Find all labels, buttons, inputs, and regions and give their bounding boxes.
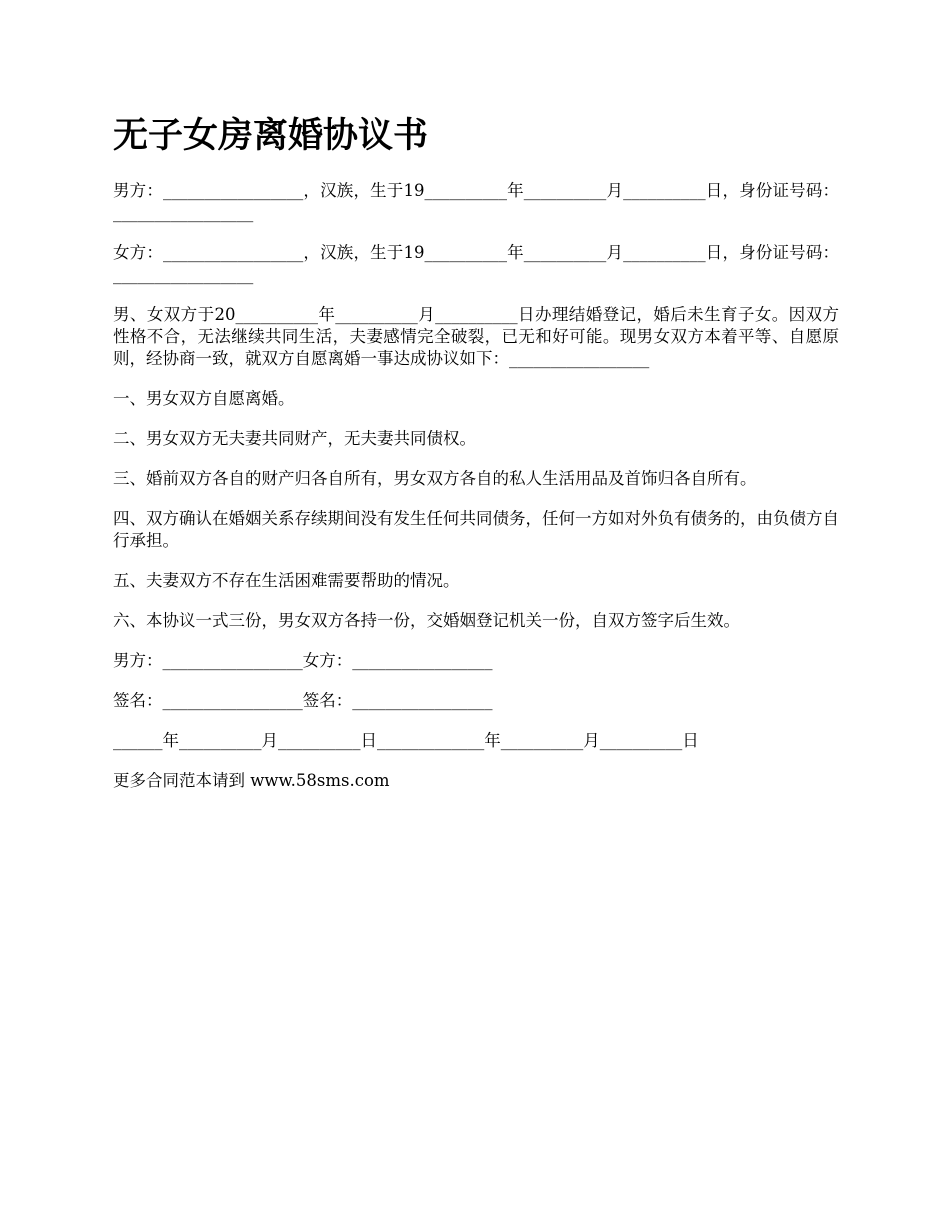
document-page (113, 112, 839, 810)
clause-3: 三、婚前双方各自的财产归各自所有，男女双方各自的私人生活用品及首饰归各自所有。 (113, 469, 757, 488)
clause-4: 四、双方确认在婚姻关系存续期间没有发生任何共同债务，任何一方如对外负有债务的，由负债方自行承担。 (113, 509, 839, 550)
document-title: 无子女房离婚协议书 (113, 116, 429, 156)
clause-2: 二、男女双方无夫妻共同财产，无夫妻共同债权。 (113, 429, 476, 448)
marriage-statement: 男、女双方于20__________年__________月__________日办理结婚登记，婚后未生育子女。因双方性格不合，无法继续共同生活，夫妻感情完全破裂，已无和好可能。现男女双方本着平等、自愿原则，经协商一致，就双方自愿离婚一事达成协议如下：_________________ (113, 305, 839, 368)
clause-5: 五、夫妻双方不存在生活困难需要帮助的情况。 (113, 571, 460, 590)
clause-6: 六、本协议一式三份，男女双方各持一份，交婚姻登记机关一份，自双方签字后生效。 (113, 611, 740, 630)
husband-info: 男方：_________________，汉族，生于19__________年__________月__________日，身份证号码：_________________ (113, 181, 839, 222)
party-labels: 男方：_________________女方：_________________ (113, 651, 493, 670)
footer-link-text: 更多合同范本请到 www.58sms.com (113, 771, 390, 790)
wife-info: 女方：_________________，汉族，生于19__________年__________月__________日，身份证号码：_________________ (113, 243, 839, 284)
clause-1: 一、男女双方自愿离婚。 (113, 389, 295, 408)
signature-line: 签名：_________________签名：_________________ (113, 691, 493, 710)
date-line: ______年__________月__________日_____________年__________月__________日 (113, 731, 699, 750)
